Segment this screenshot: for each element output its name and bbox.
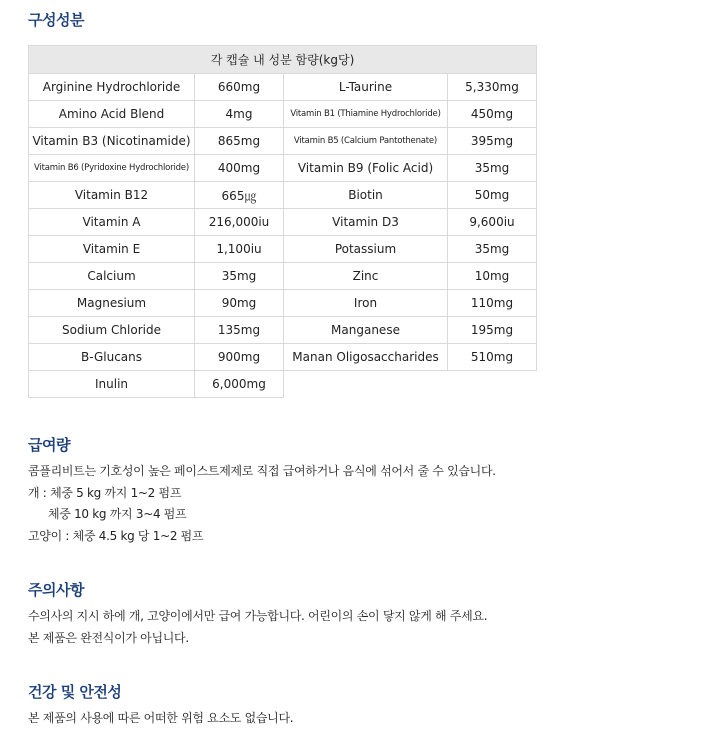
dosage-title: 급여량 <box>28 436 70 454</box>
ingredient-name: Vitamin B9 (Folic Acid) <box>284 155 448 182</box>
ingredients-table <box>28 45 537 398</box>
ingredient-name: Vitamin B3 (Nicotinamide) <box>29 128 195 155</box>
table-row <box>29 101 537 128</box>
dosage-line: 개 : 체중 5 kg 까지 1~2 펌프 <box>28 485 182 500</box>
ingredient-amount: 216,000iu <box>195 209 284 236</box>
dosage-line: 콤플리비트는 기호성이 높은 페이스트제제로 직접 급여하거나 음식에 섞어서 줄 수 있습니다. <box>28 464 496 478</box>
table-row <box>29 74 537 101</box>
ingredient-amount: 90mg <box>195 290 284 317</box>
dosage-line: 고양이 : 체중 4.5 kg 당 1~2 펌프 <box>28 528 204 543</box>
ingredient-name: Vitamin A <box>29 209 195 236</box>
caution-text <box>28 606 487 649</box>
ingredient-name: Sodium Chloride <box>29 317 195 344</box>
ingredient-amount: 400mg <box>195 155 284 182</box>
ingredient-name: Inulin <box>29 371 195 398</box>
safety-title: 건강 및 안전성 <box>28 683 122 701</box>
ingredient-amount: 35mg <box>448 236 537 263</box>
ingredient-name: Vitamin B6 (Pyridoxine Hydrochloride) <box>29 155 195 182</box>
ingredient-amount: 10mg <box>448 263 537 290</box>
ingredient-name: Vitamin D3 <box>284 209 448 236</box>
ingredient-name: Arginine Hydrochloride <box>29 74 195 101</box>
table-header: 각 캡슐 내 성분 함량(kg당) <box>29 46 537 74</box>
table-row <box>29 128 537 155</box>
ingredient-amount: 900mg <box>195 344 284 371</box>
ingredient-amount: 1,100iu <box>195 236 284 263</box>
caution-line: 본 제품은 완전식이가 아닙니다. <box>28 630 189 645</box>
ingredient-amount: 6,000mg <box>195 371 284 398</box>
ingredient-amount: 35mg <box>448 155 537 182</box>
ingredient-amount: 110mg <box>448 290 537 317</box>
composition-title: 구성성분 <box>28 11 84 29</box>
table-row <box>29 209 537 236</box>
caution-title: 주의사항 <box>28 581 84 599</box>
table-row <box>29 290 537 317</box>
table-row <box>29 371 537 398</box>
ingredient-amount: 660mg <box>195 74 284 101</box>
ingredient-amount: 9,600iu <box>448 209 537 236</box>
dosage-text <box>28 461 496 547</box>
ingredient-amount: 450mg <box>448 101 537 128</box>
safety-text <box>28 708 293 730</box>
ingredient-name: B-Glucans <box>29 344 195 371</box>
ingredient-name: Biotin <box>284 182 448 209</box>
ingredient-name: Potassium <box>284 236 448 263</box>
ingredient-name: Vitamin B1 (Thiamine Hydrochloride) <box>284 101 448 128</box>
ingredient-name: Vitamin E <box>29 236 195 263</box>
safety-line: 본 제품의 사용에 따른 어떠한 위험 요소도 없습니다. <box>28 711 294 725</box>
dosage-line: 체중 10 kg 까지 3~4 펌프 <box>48 507 187 521</box>
ingredient-amount: 5,330mg <box>448 74 537 101</box>
table-row <box>29 236 537 263</box>
ingredient-name: Zinc <box>284 263 448 290</box>
table-row <box>29 182 537 209</box>
ingredient-amount: 35mg <box>195 263 284 290</box>
ingredient-amount: 865mg <box>195 128 284 155</box>
ingredient-name: Vitamin B12 <box>29 182 195 209</box>
ingredient-name: L-Taurine <box>284 74 448 101</box>
ingredient-name: Amino Acid Blend <box>29 101 195 128</box>
ingredient-amount: 195mg <box>448 317 537 344</box>
table-row <box>29 155 537 182</box>
ingredient-amount: 510mg <box>448 344 537 371</box>
ingredient-name: Vitamin B5 (Calcium Pantothenate) <box>284 128 448 155</box>
ingredient-name: Calcium <box>29 263 195 290</box>
ingredient-amount: 4mg <box>195 101 284 128</box>
table-row <box>29 263 537 290</box>
empty-cell <box>284 371 537 398</box>
table-row <box>29 317 537 344</box>
table-row <box>29 344 537 371</box>
ingredient-name: Manan Oligosaccharides <box>284 344 448 371</box>
table-header-row <box>29 46 537 74</box>
ingredient-name: Manganese <box>284 317 448 344</box>
ingredient-name: Iron <box>284 290 448 317</box>
caution-line: 수의사의 지시 하에 개, 고양이에서만 급여 가능합니다. 어린이의 손이 닿지 않게 해 주세요. <box>28 609 488 623</box>
ingredient-amount: 665㎍ <box>195 182 284 209</box>
ingredient-amount: 135mg <box>195 317 284 344</box>
ingredient-amount: 395mg <box>448 128 537 155</box>
ingredient-amount: 50mg <box>448 182 537 209</box>
ingredient-name: Magnesium <box>29 290 195 317</box>
